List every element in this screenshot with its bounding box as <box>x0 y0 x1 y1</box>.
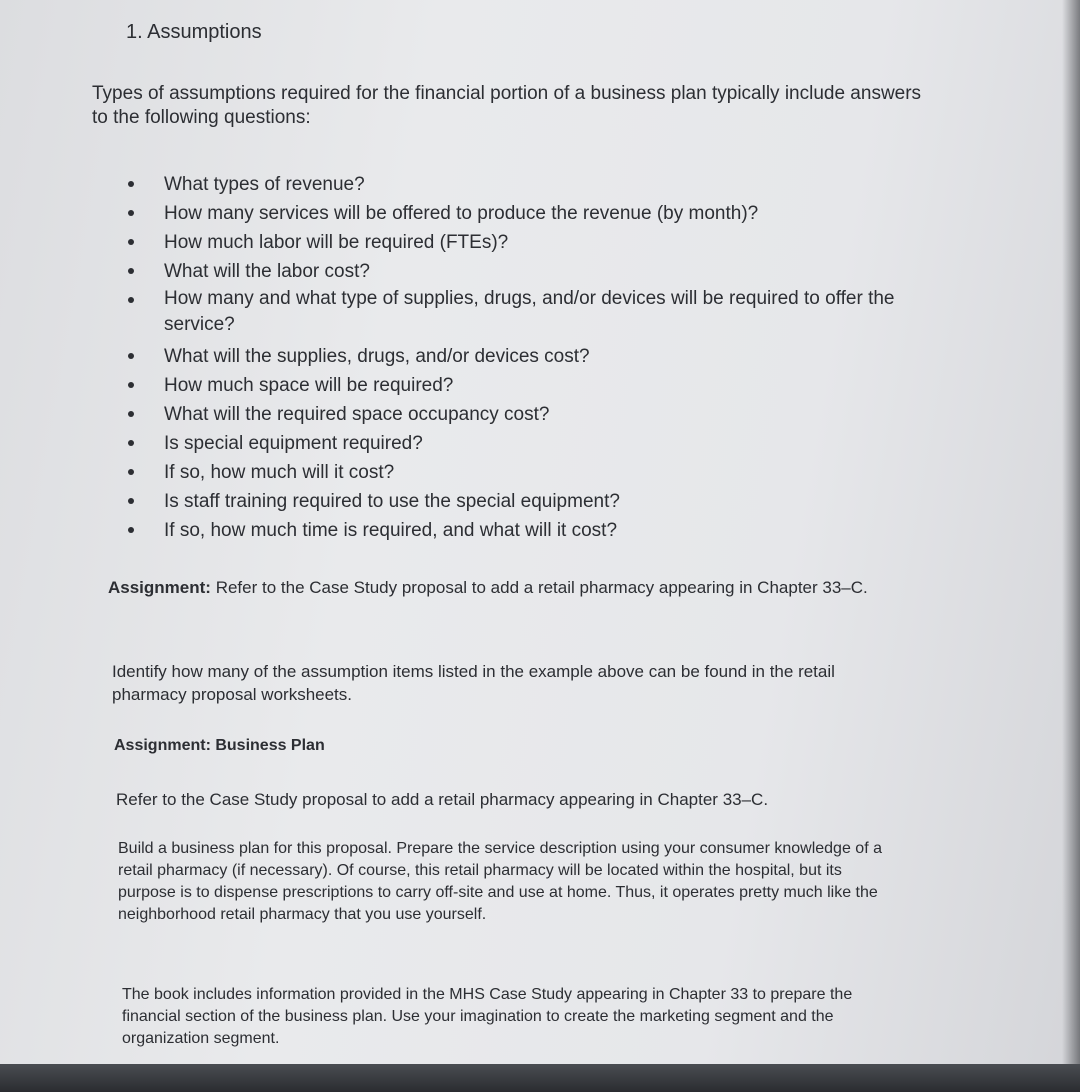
list-item: If so, how much will it cost? <box>126 458 964 487</box>
assignment-paragraph <box>108 576 918 599</box>
assumption-questions-list <box>126 170 964 545</box>
list-item: How much space will be required? <box>126 371 964 400</box>
list-item: Is staff training required to use the special equipment? <box>126 487 964 516</box>
list-item: How many and what type of supplies, drugs, and/or devices will be required to offer the service? <box>126 286 964 342</box>
business-plan-heading: Assignment: Business Plan <box>114 737 325 754</box>
assignment-label: Assignment: <box>108 578 211 597</box>
list-item: What will the labor cost? <box>126 257 964 286</box>
list-item: Is special equipment required? <box>126 429 964 458</box>
list-item: What will the required space occupancy cost? <box>126 400 964 429</box>
refer-paragraph: Refer to the Case Study proposal to add a retail pharmacy appearing in Chapter 33–C. <box>116 790 769 809</box>
screen-bezel <box>0 1064 1080 1092</box>
section-heading: 1. Assumptions <box>126 21 262 43</box>
list-item: How many services will be offered to produce the revenue (by month)? <box>126 199 964 228</box>
identify-paragraph: Identify how many of the assumption items listed in the example above can be found in the retail pharmacy proposal worksheets. <box>112 662 835 704</box>
assignment-text: Refer to the Case Study proposal to add a retail pharmacy appearing in Chapter 33–C. <box>210 578 868 597</box>
intro-paragraph: Types of assumptions required for the financial portion of a business plan typically include answers to the following questions: <box>92 83 922 128</box>
list-item: If so, how much time is required, and what will it cost? <box>126 516 964 545</box>
list-item: What types of revenue? <box>126 170 964 199</box>
book-paragraph: The book includes information provided in the MHS Case Study appearing in Chapter 33 to prepare the financial section of the business plan. Use your imagination to create the marketing segment and the organization segment. <box>122 986 853 1047</box>
list-item: How much labor will be required (FTEs)? <box>126 228 964 257</box>
screen-edge-shadow <box>1062 0 1080 1070</box>
build-paragraph: Build a business plan for this proposal. Prepare the service description using your consumer knowledge of a retail pharmacy (if necessary). Of course, this retail pharmacy will be located within the hospital, but its purpose is to dispense prescriptions to carry off-site and use at home. Thus, it operates pretty much like the neighborhood retail pharmacy that you use yourself. <box>118 840 882 923</box>
list-item: What will the supplies, drugs, and/or devices cost? <box>126 342 964 371</box>
